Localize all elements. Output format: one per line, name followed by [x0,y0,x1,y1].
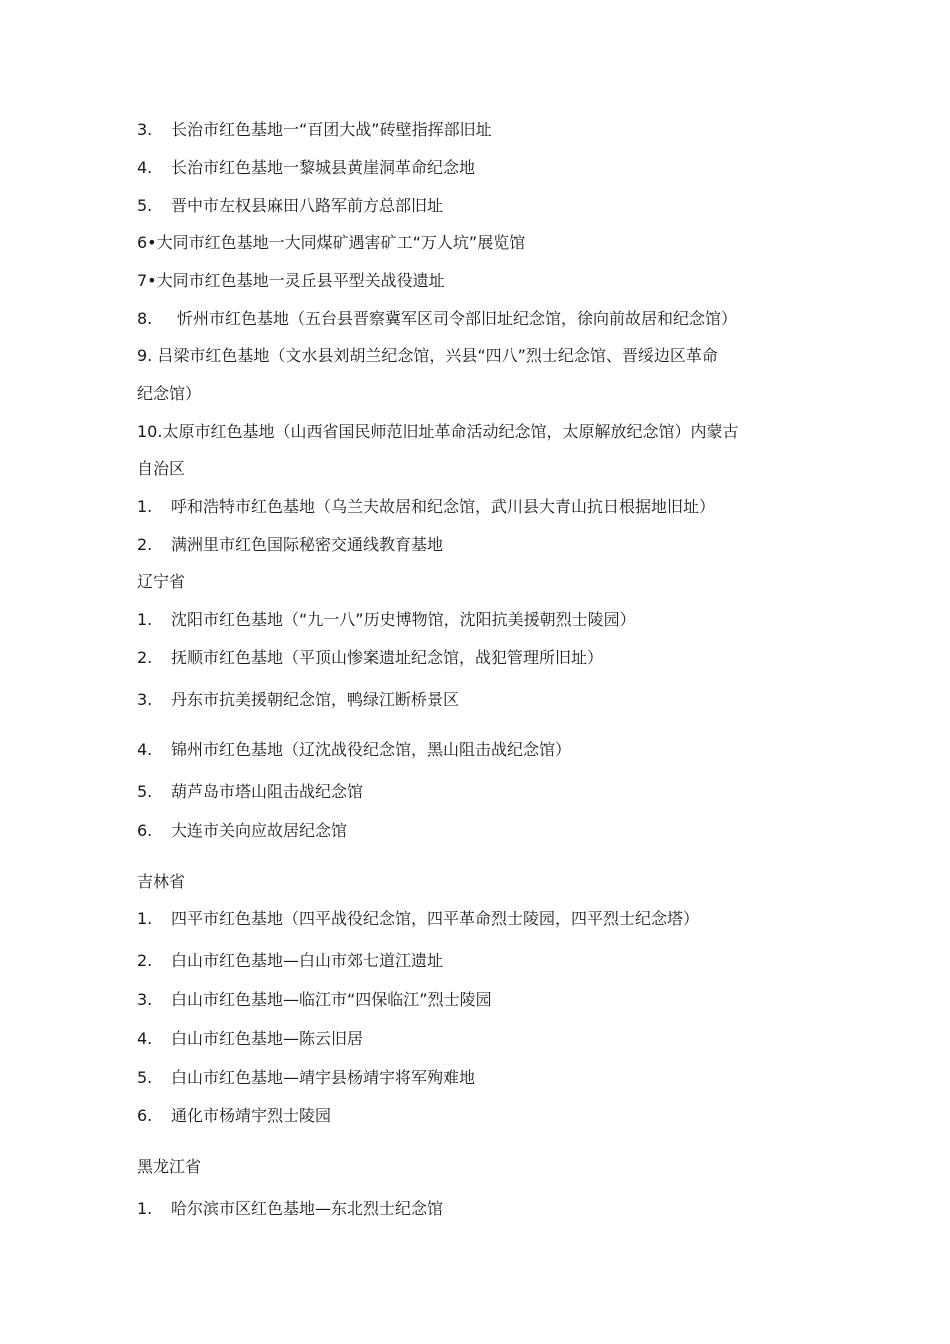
list-item [137,497,715,517]
section-heading [137,872,185,892]
list-item [137,346,718,366]
item-text: 葫芦岛市塔山阻击战纪念馆 [171,782,364,801]
list-item [137,909,699,929]
item-number: 6. [137,1106,153,1125]
list-item-continuation [137,384,201,404]
item-text: 丹东市抗美援朝纪念馆，鸭绿江断桥景区 [171,690,460,709]
list-item [137,1068,475,1088]
list-item-continuation [137,459,185,479]
item-text: 四平市红色基地（四平战役纪念馆，四平革命烈士陵园，四平烈士纪念塔） [171,909,700,928]
item-number: 4. [137,1029,153,1048]
item-number: 2. [137,648,153,667]
item-text: 10.太原市红色基地（山西省国民师范旧址革命活动纪念馆，太原解放纪念馆）内蒙古 [137,422,739,441]
item-text: 6•大同市红色基地一大同煤矿遇害矿工“万人坑”展览馆 [137,233,526,252]
item-text: 纪念馆） [137,384,202,403]
list-item [137,690,459,710]
list-item [137,233,525,253]
list-item [137,1029,363,1049]
item-number: 4. [137,158,153,177]
list-item [137,309,737,329]
list-item [137,648,603,668]
list-item [137,158,475,178]
item-text: 白山市红色基地—靖宇县杨靖宇将军殉难地 [171,1068,476,1087]
item-number: 5. [137,1068,153,1087]
item-number: 2. [137,951,153,970]
item-number: 5. [137,196,153,215]
item-number: 1. [137,1199,153,1218]
item-text: 晋中市左权县麻田八路军前方总部旧址 [171,196,444,215]
item-text: 7•大同市红色基地一灵丘县平型关战役遗址 [137,271,445,290]
heading-text: 黑龙江省 [137,1157,202,1176]
item-text: 抚顺市红色基地（平顶山惨案遗址纪念馆，战犯管理所旧址） [171,648,604,667]
item-number: 4. [137,740,153,759]
item-text: 长治市红色基地一“百团大战”砖壁指挥部旧址 [171,120,492,139]
item-text: 9. 吕梁市红色基地（文水县刘胡兰纪念馆，兴县“四八”烈士纪念馆、晋绥边区革命 [137,346,718,365]
list-item [137,821,347,841]
item-text: 长治市红色基地一黎城县黄崖洞革命纪念地 [171,158,476,177]
list-item [137,740,571,760]
item-text: 满洲里市红色国际秘密交通线教育基地 [171,535,444,554]
item-text: 呼和浩特市红色基地（乌兰夫故居和纪念馆，武川县大青山抗日根据地旧址） [171,497,716,516]
item-number: 3. [137,990,153,1009]
section-heading [137,572,185,592]
list-item [137,1199,443,1219]
item-number: 3. [137,690,153,709]
item-number: 6. [137,821,153,840]
item-text: 大连市关向应故居纪念馆 [171,821,348,840]
item-number: 1. [137,497,153,516]
list-item [137,120,492,140]
item-text: 自治区 [137,459,186,478]
item-text: 沈阳市红色基地（“九一八”历史博物馆，沈阳抗美援朝烈士陵园） [171,610,636,629]
item-number: 2. [137,535,153,554]
heading-text: 辽宁省 [137,572,186,591]
list-item [137,1106,331,1126]
item-text: 白山市红色基地—临江市“四保临江”烈士陵园 [171,990,492,1009]
item-number: 3. [137,120,153,139]
section-heading [137,1157,201,1177]
item-number: 5. [137,782,153,801]
item-text: 白山市红色基地—陈云旧居 [171,1029,364,1048]
list-item [137,535,443,555]
heading-text: 吉林省 [137,872,186,891]
item-text: 锦州市红色基地（辽沈战役纪念馆，黑山阻击战纪念馆） [171,740,572,759]
item-text: 白山市红色基地—白山市郊七道江遗址 [171,951,444,970]
list-item [137,990,492,1010]
item-number: 8. [137,309,153,328]
item-number: 1. [137,909,153,928]
item-number: 1. [137,610,153,629]
list-item [137,610,636,630]
list-item [137,196,443,216]
item-text: 通化市杨靖宇烈士陵园 [171,1106,332,1125]
list-item [137,271,445,291]
item-text: 哈尔滨市区红色基地—东北烈士纪念馆 [171,1199,444,1218]
list-item [137,782,363,802]
item-text: 忻州市红色基地（五台县晋察冀军区司令部旧址纪念馆，徐向前故居和纪念馆） [177,309,738,328]
list-item [137,951,443,971]
list-item [137,422,738,442]
